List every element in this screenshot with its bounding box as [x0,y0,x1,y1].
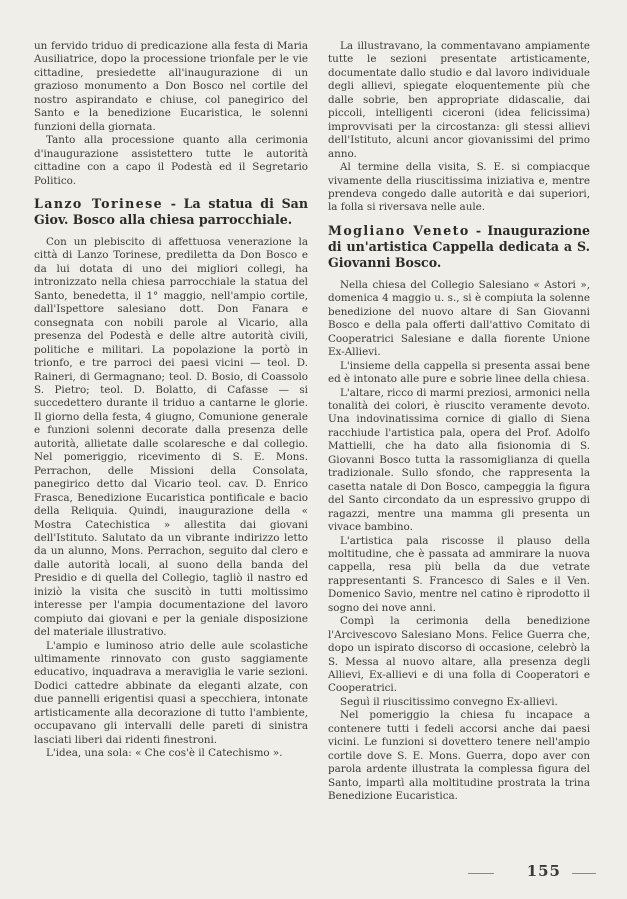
left-paragraph-3: Con un plebiscito di affettuosa venerazione la città di Lanzo Torinese, prediletta da Don Bosco e da lui dotata di uno dei migliori collegi, ha intronizzato nella chiesa parrocchiale la statua del Santo, benedetta, il 1° maggio, nell'ampio cortile, dall'Ispettore salesiano dott. Don Fanara e consegnata con nobili parole al Vicario, alla presenza del Podestà e delle altre autorità civili, politiche e militari. La popolazione la portò in trionfo, e tre parroci dei paesi vicini — teol. D. Raineri, di Germagnano; teol. D. Bosio, di Coassolo S. Pietro; teol. D. Bolatto, di Cafasse — si succedettero durante il triduo a cantarne le glorie. Il giorno della festa, 4 giugno, Comunione generale e funzioni solenni decorate dalla presenza delle autorità, allietate dalle scolaresche e dal collegio. Nel pomeriggio, ricevimento di S. E. Mons. Perrachon, delle Missioni della Consolata, panegirico detto dal Vicario teol. cav. D. Enrico Frasca, Benedizione Eucaristica pontificale e bacio della Reliquia. Quindi, inaugurazione della « Mostra Catechistica » allestita dai giovani dell'Istituto. Salutato da un vibrante indirizzo letto da un alunno, Mons. Perrachon, seguito dal clero e dalle autorità locali, al suono della banda del Presidio e di quella del Collegio, tagliò il nastro ed iniziò la visita che suscitò in tutti moltissimo interesse per l'ampia documentazione del lavoro compiuto dai giovani e per la geniale disposizione del materiale illustrativo. [34,235,308,639]
mogliano-heading [328,223,590,271]
left-paragraph-5: L'idea, una sola: « Che cos'è il Catechismo ». [46,747,283,760]
two-column-body [34,40,603,804]
right-paragraph-5: L'altare, ricco di marmi preziosi, armonici nella tonalità dei colori, è riuscito veramente devoto. Una indovinatissima cornice di giallo di Siena racchiude l'artistica pala, opera del Prof. Adolfo Mattielli, che ha dato alla fisionomia di S. Giovanni Bosco tutta la rassomiglianza di quella tradizionale. Sullo sfondo, che rappresenta la casetta natale di Don Bosco, campeggia la figura del Santo circondato da un espressivo gruppo di ragazzi, mentre una mamma gli presenta un vivace bambino. [328,386,590,534]
right-paragraph-6: L'artistica pala riscosse il plauso della moltitudine, che è passata ad ammirare la nuova cappella, resa più bella da due vetrate rappresentanti S. Francesco di Sales e il Ven. Domenico Savio, mentre nel catino è riprodotto il sogno dei nove anni. [328,534,590,614]
right-paragraph-4: L'insieme della cappella si presenta assai bene ed è intonato alle pure e sobrie linee della chiesa. [328,359,590,386]
right-paragraph-3: Nella chiesa del Collegio Salesiano « Astori », domenica 4 maggio u. s., si è compiuta la solenne benedizione del nuovo altare di San Giovanni Bosco e della pala offerti dall'attivo Comitato di Cooperatrici Salesiane e dalla fiorente Unione Ex-Allievi. [328,278,590,359]
right-paragraph-8: Seguì il riuscitissimo convegno Ex-allievi. [340,695,558,708]
page-number: 155 [526,862,561,880]
left-column [34,40,308,804]
mogliano-heading-rest: - Inaugurazione di un'artistica Cappella dedicata a S. Giovanni Bosco. [328,222,590,270]
left-paragraph-2: Tanto alla processione quanto alla cerimonia d'inaugurazione assistettero tutte le autorità cittadine con a capo il Podestà ed il Segretario Politico. [34,134,308,187]
page-number-rule-left [468,873,494,874]
right-paragraph-2: Al termine della visita, S. E. si compiacque vivamente della riuscitissima iniziativa e, mentre prendeva congedo dalle autorità e dai superiori, la folla si riversava nelle aule. [328,161,590,214]
right-paragraph-9: Nel pomeriggio la chiesa fu incapace a contenere tutti i fedeli accorsi anche dai paesi vicini. Le funzioni si dovettero tenere nell'ampio cortile dove S. E. Mons. Guerra, dopo aver con parola ardente illustrata la complessa figura del Santo, impartì alla moltitudine prostrata la trina Benedizione Eucaristica. [328,709,590,803]
right-column [328,40,590,804]
left-paragraph-1: un fervido triduo di predicazione alla festa di Maria Ausiliatrice, dopo la processione trionfale per le vie cittadine, presiedette all'inaugurazione di un grazioso monumento a Don Bosco nel cortile del nostro aspirandato e chiuse, col panegirico del Santo e la benedizione Eucaristica, le solenni funzioni della giornata. [34,40,308,133]
left-paragraph-4: L'ampio e luminoso atrio delle aule scolastiche ultimamente rinnovato con gusto saggiamente educativo, inquadrava a meraviglia le varie sezioni. Dodici cattedre abbinate da eleganti alzate, con due pannelli erigentisi quasi a specchiera, intonate artisticamente alla decorazione di tutto l'ambiente, occupavano gli intervalli delle pareti di sinistra lasciati liberi dai ridenti finestroni. [34,639,308,746]
right-paragraph-7: Compì la cerimonia della benedizione l'Arcivescovo Salesiano Mons. Felice Guerra che, dopo un ispirato discorso di occasione, celebrò la S. Messa al nuovo altare, alla presenza degli Allievi, Ex-allievi e di una folla di Cooperatori e Cooperatrici. [328,615,590,695]
lanzo-heading-place: Lanzo Torinese [34,195,164,211]
right-paragraph-1: La illustravano, la commentavano ampiamente tutte le sezioni presentate artisticamente, documentate dallo studio e dal lavoro individuale degli allievi, spiegate eloquentemente più che dalle sobrie, ben appropriate didascalie, dai piccoli, intelligenti ciceroni (idea felicissima) improvvisati per la circostanza: gli stessi allievi dell'Istituto, alcuni ancor giovanissimi del primo anno. [328,40,590,160]
page-number-rule-right [572,873,596,874]
mogliano-heading-place: Mogliano Veneto [328,222,470,238]
lanzo-heading [34,196,308,228]
lanzo-heading-rest: - La statua di San Giov. Bosco alla chiesa parrocchiale. [34,195,308,227]
